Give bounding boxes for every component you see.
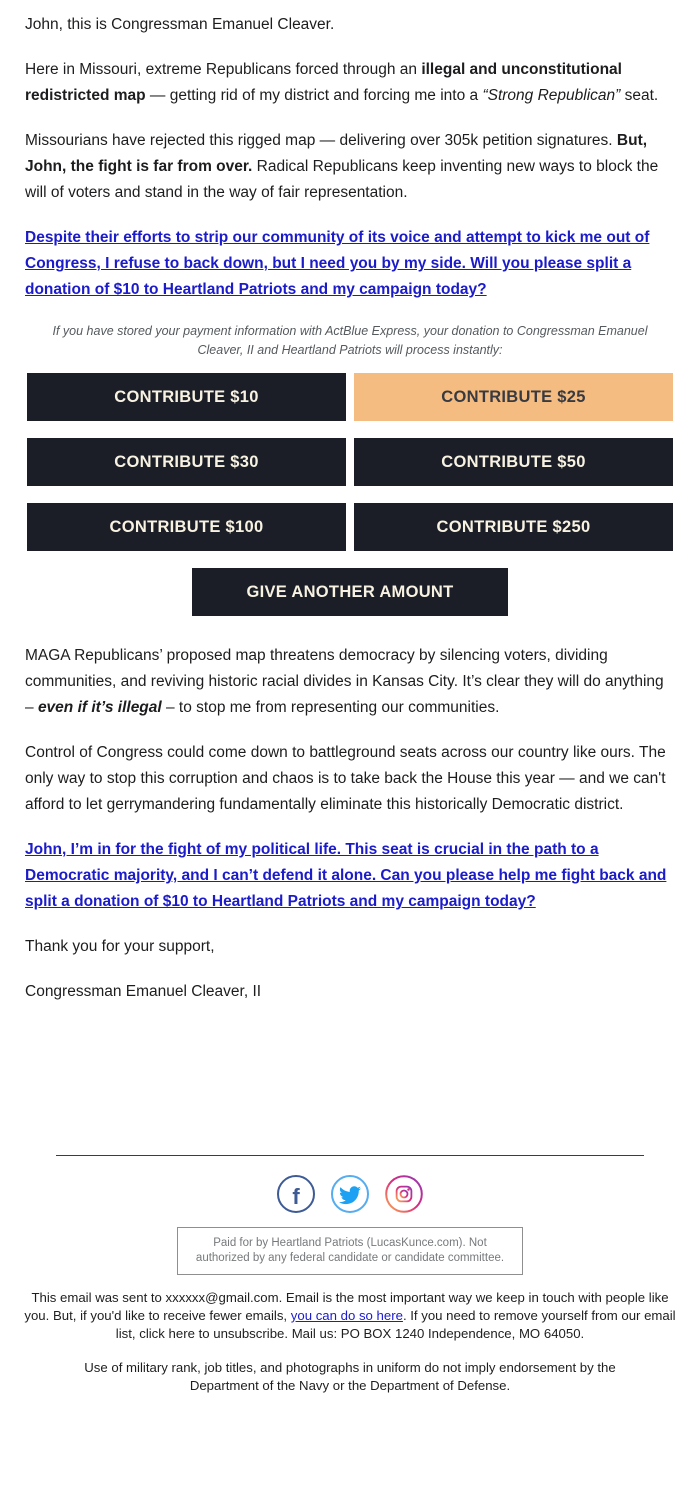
text-segment: . If you need to remove yourself from our email list, click here to unsubscribe. Mail us: PO BOX 1240 Independence, MO 64050. <box>115 1308 676 1341</box>
facebook-glyph: f <box>292 1184 300 1209</box>
military-endorsement-note: Use of military rank, job titles, and photographs in uniform do not imply endorsement by the Department of the Navy or the Department of Defense. <box>84 1360 616 1393</box>
contribute-25-button[interactable]: CONTRIBUTE $25 <box>354 373 673 421</box>
text-segment: – to stop me from representing our communities. <box>161 699 500 716</box>
contribute-100-button[interactable]: CONTRIBUTE $100 <box>27 503 346 551</box>
paragraph-missouri <box>25 57 675 109</box>
receive-fewer-emails-link[interactable]: you can do so here <box>290 1308 403 1323</box>
text-segment: This email was sent to xxxxxx@gmail.com. Email is the most important way we keep in touch with people like you. But, if you'd like to receive fewer emails, <box>24 1290 669 1323</box>
text-segment: seat. <box>620 87 659 104</box>
facebook-icon[interactable] <box>277 1175 315 1213</box>
social-icons-row <box>0 1175 700 1213</box>
donate-button-grid <box>27 373 673 551</box>
text-segment: MAGA Republicans’ proposed map threatens democracy by silencing voters, dividing communities, and reviving historic racial divides in Kansas City. It’s clear they will do anything – <box>25 647 664 716</box>
bold-text: illegal and unconstitutional redistricted map <box>25 61 622 104</box>
contribute-250-button[interactable]: CONTRIBUTE $250 <box>354 503 673 551</box>
paid-for-disclaimer-box: Paid for by Heartland Patriots (LucasKunce.com). Not authorized by any federal candidate or candidate committee. <box>177 1227 523 1275</box>
contribute-10-button[interactable]: CONTRIBUTE $10 <box>27 373 346 421</box>
contribute-50-button[interactable]: CONTRIBUTE $50 <box>354 438 673 486</box>
signature-line: Congressman Emanuel Cleaver, II <box>25 983 262 1000</box>
text-segment: Here in Missouri, extreme Republicans forced through an <box>25 61 422 78</box>
text-segment: Radical Republicans keep inventing new ways to block the will of voters and stand in the way of fair representation. <box>25 158 659 201</box>
twitter-bird-glyph <box>333 1177 367 1211</box>
contribute-30-button[interactable]: CONTRIBUTE $30 <box>27 438 346 486</box>
donation-appeal-link-1[interactable]: Despite their efforts to strip our community of its voice and attempt to kick me out of Congress, I refuse to back down, but I need you by my side. Will you please split a donation of $10 to Heartland Patriots and my campaign today? <box>25 229 650 298</box>
instagram-glyph <box>385 1175 423 1213</box>
greeting-paragraph: John, this is Congressman Emanuel Cleaver. <box>25 16 335 33</box>
donation-appeal-link-2[interactable]: John, I’m in for the fight of my political life. This seat is crucial in the path to a Democratic majority, and I can’t defend it alone. Can you please help me fight back and split a donation of $10 to Heartland Patriots and my campaign today? <box>25 841 667 910</box>
instagram-icon[interactable] <box>385 1175 423 1213</box>
paragraph-control-of-congress: Control of Congress could come down to battleground seats across our country like ours. The only way to stop this corruption and chaos is to take back the House this year — and we can't afford to let gerrymandering fundamentally eliminate this historically Democratic district. <box>25 744 666 813</box>
paragraph-rejected-map <box>25 128 675 206</box>
bold-italic-text: even if it’s illegal <box>37 699 162 716</box>
give-another-amount-button[interactable]: GIVE ANOTHER AMOUNT <box>192 568 508 616</box>
twitter-icon[interactable] <box>331 1175 369 1213</box>
text-segment: Missourians have rejected this rigged map — delivering over 305k petition signatures. <box>25 132 617 149</box>
bold-text: But, John, the fight is far from over. <box>25 132 648 175</box>
paragraph-maga-map <box>25 643 675 721</box>
footer-fine-print <box>24 1289 676 1343</box>
text-segment: — getting rid of my district and forcing me into a <box>145 87 483 104</box>
footer-divider <box>56 1155 644 1156</box>
italic-text: “Strong Republican” <box>482 87 621 104</box>
closing-line: Thank you for your support, <box>25 938 215 955</box>
actblue-express-note: If you have stored your payment information with ActBlue Express, your donation to Congressman Emanuel Cleaver, II and Heartland Patriots will process instantly: <box>52 324 648 357</box>
